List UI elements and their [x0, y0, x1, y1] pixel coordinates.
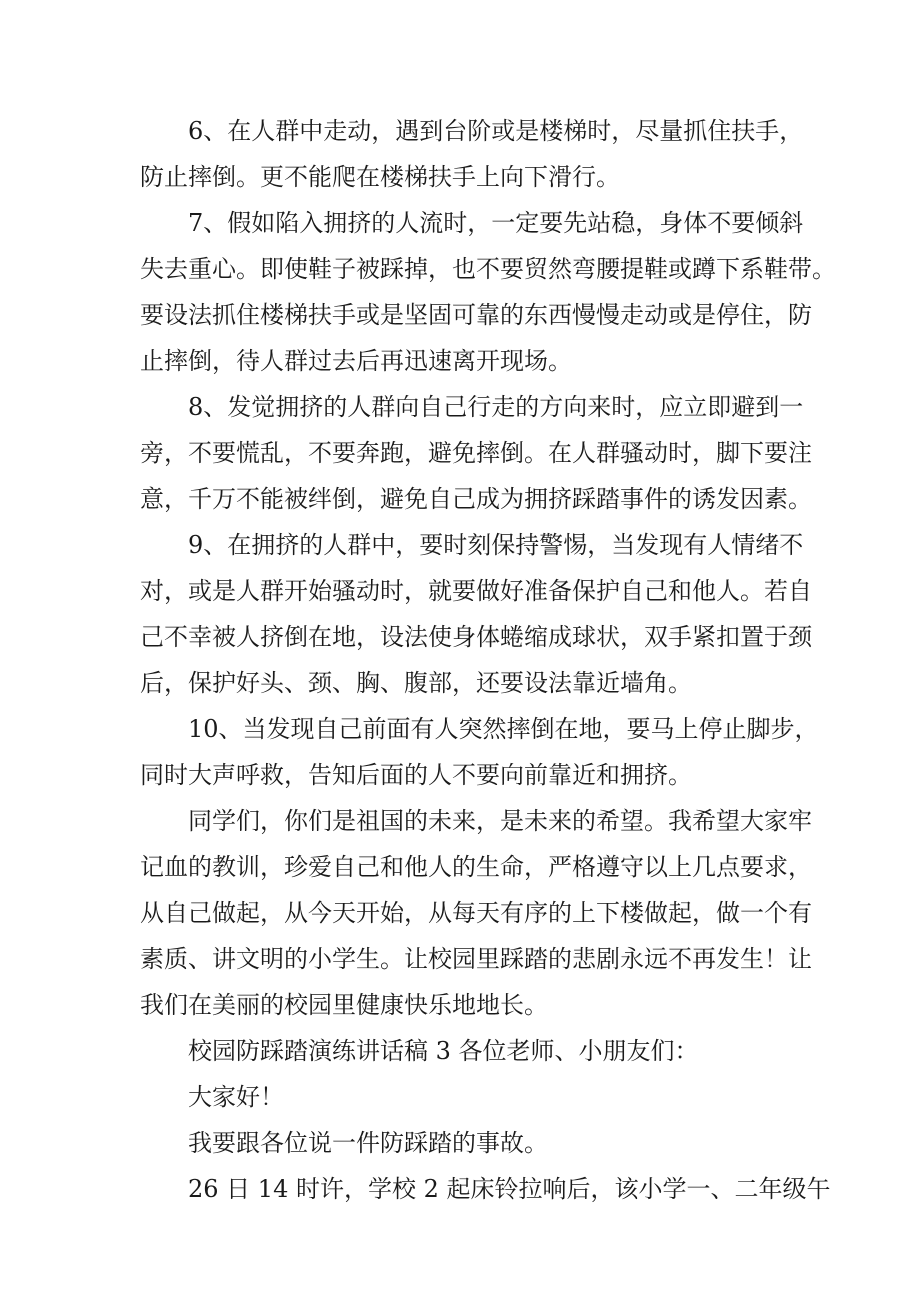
paragraph-line: 从自己做起，从今天开始，从每天有序的上下楼做起，做一个有 [140, 899, 812, 927]
paragraph-line: 意，千万不能被绊倒，避免自己成为拥挤踩踏事件的诱发因素。 [140, 485, 812, 513]
paragraph-line: 我要跟各位说一件防踩踏的事故。 [188, 1129, 548, 1157]
paragraph-line: 26 日 14 时许，学校 2 起床铃拉响后，该小学一、二年级午 [188, 1175, 831, 1203]
paragraph-line: 己不幸被人挤倒在地，设法使身体蜷缩成球状，双手紧扣置于颈 [140, 623, 812, 651]
paragraph-line: 素质、讲文明的小学生。让校园里踩踏的悲剧永远不再发生！让 [140, 945, 812, 973]
paragraph-line: 失去重心。即使鞋子被踩掉，也不要贸然弯腰提鞋或蹲下系鞋带。 [140, 255, 836, 283]
paragraph-line: 同时大声呼救，告知后面的人不要向前靠近和拥挤。 [140, 761, 692, 789]
paragraph-line: 要设法抓住楼梯扶手或是坚固可靠的东西慢慢走动或是停住，防 [140, 301, 812, 329]
paragraph-line: 同学们，你们是祖国的未来，是未来的希望。我希望大家牢 [188, 807, 812, 835]
paragraph-line: 止摔倒，待人群过去后再迅速离开现场。 [140, 347, 572, 375]
paragraph-line: 6、在人群中走动，遇到台阶或是楼梯时，尽量抓住扶手， [188, 117, 804, 145]
paragraph-line: 校园防踩踏演练讲话稿 3 各位老师、小朋友们： [188, 1037, 699, 1065]
paragraph-line: 8、发觉拥挤的人群向自己行走的方向来时，应立即避到一 [188, 393, 804, 421]
paragraph-line: 7、假如陷入拥挤的人流时，一定要先站稳，身体不要倾斜 [188, 209, 804, 237]
paragraph-line: 记血的教训，珍爱自己和他人的生命，严格遵守以上几点要求， [140, 853, 812, 881]
paragraph-line: 10、当发现自己前面有人突然摔倒在地，要马上停止脚步， [188, 715, 819, 743]
paragraph-line: 后，保护好头、颈、胸、腹部，还要设法靠近墙角。 [140, 669, 692, 697]
paragraph-line: 防止摔倒。更不能爬在楼梯扶手上向下滑行。 [140, 163, 620, 191]
paragraph-line: 大家好！ [188, 1083, 284, 1111]
paragraph-line: 9、在拥挤的人群中，要时刻保持警惕，当发现有人情绪不 [188, 531, 804, 559]
document-page [140, 108, 836, 1212]
paragraph-line: 对，或是人群开始骚动时，就要做好准备保护自己和他人。若自 [140, 577, 812, 605]
paragraph-line: 我们在美丽的校园里健康快乐地地长。 [140, 991, 548, 1019]
paragraph-line: 旁，不要慌乱，不要奔跑，避免摔倒。在人群骚动时，脚下要注 [140, 439, 812, 467]
